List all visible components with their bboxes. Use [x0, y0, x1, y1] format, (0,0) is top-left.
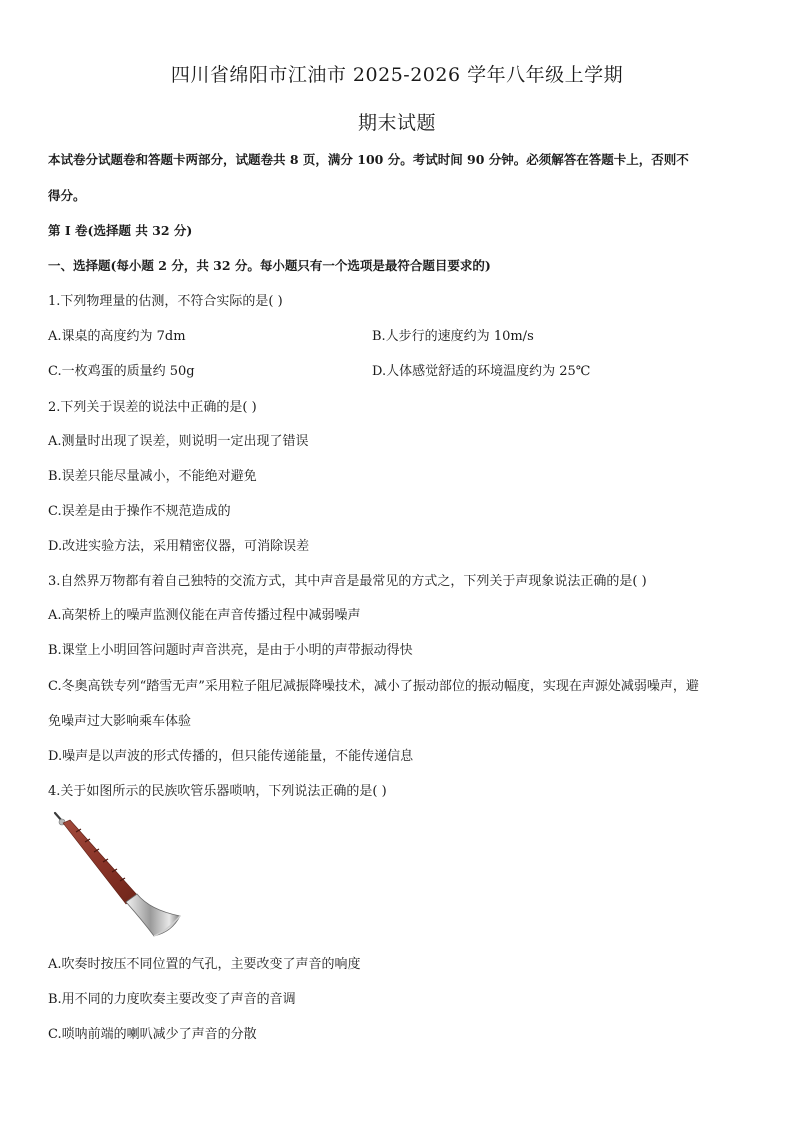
question-3-option-c-line-1: C.冬奥高铁专列“踏雪无声”采用粒子阻尼减振降噪技术，减小了振动部位的振动幅度，实现在声源处减弱噪声，避 — [48, 679, 699, 694]
question-2-option-c: C.误差是由于操作不规范造成的 — [48, 504, 231, 519]
question-4-option-c: C.唢呐前端的喇叭减少了声音的分散 — [48, 1027, 257, 1042]
question-2-stem: 2.下列关于误差的说法中正确的是( ) — [48, 400, 257, 415]
question-4-stem: 4.关于如图所示的民族吹管乐器唢呐，下列说法正确的是( ) — [48, 784, 387, 799]
question-1-option-a: A.课桌的高度约为 7dm — [48, 329, 186, 344]
question-3-option-d: D.噪声是以声波的形式传播的，但只能传递能量，不能传递信息 — [48, 749, 414, 764]
intro-line-1: 本试卷分试题卷和答题卡两部分，试题卷共 8 页，满分 100 分。考试时间 90 分钟。必须解答在答题卡上，否则不 — [48, 152, 689, 167]
question-3-stem: 3.自然界万物都有着自己独特的交流方式，其中声音是最常见的方式之，下列关于声现象说法正确的是( ) — [48, 574, 647, 589]
question-3-option-c-line-2: 免噪声过大影响乘车体验 — [48, 714, 192, 729]
question-2-option-d: D.改进实验方法，采用精密仪器，可消除误差 — [48, 539, 310, 554]
question-1-option-c: C.一枚鸡蛋的质量约 50g — [48, 364, 195, 379]
question-4-option-a: A.吹奏时按压不同位置的气孔，主要改变了声音的响度 — [48, 957, 361, 972]
question-3-option-b: B.课堂上小明回答问题时声音洪亮，是由于小明的声带振动得快 — [48, 643, 413, 658]
question-2-option-a: A.测量时出现了误差，则说明一定出现了错误 — [48, 434, 309, 449]
part-heading: 第 I 卷(选择题 共 32 分) — [48, 223, 193, 238]
section-heading: 一、选择题(每小题 2 分，共 32 分。每小题只有一个选项是最符合题目要求的) — [48, 258, 491, 273]
question-4-option-b: B.用不同的力度吹奏主要改变了声音的音调 — [48, 992, 296, 1007]
question-3-option-a: A.高架桥上的噪声监测仪能在声音传播过程中减弱噪声 — [48, 608, 361, 623]
question-1-option-b: B.人步行的速度约为 10m/s — [372, 329, 534, 344]
intro-line-2: 得分。 — [48, 188, 86, 203]
suona-instrument-icon — [46, 810, 186, 938]
page-title: 四川省绵阳市江油市 2025-2026 学年八年级上学期 — [170, 64, 624, 86]
page-subtitle: 期末试题 — [357, 112, 436, 134]
question-1-stem: 1.下列物理量的估测，不符合实际的是( ) — [48, 294, 283, 309]
question-2-option-b: B.误差只能尽量减小，不能绝对避免 — [48, 469, 257, 484]
question-1-option-d: D.人体感觉舒适的环境温度约为 25℃ — [372, 364, 591, 379]
